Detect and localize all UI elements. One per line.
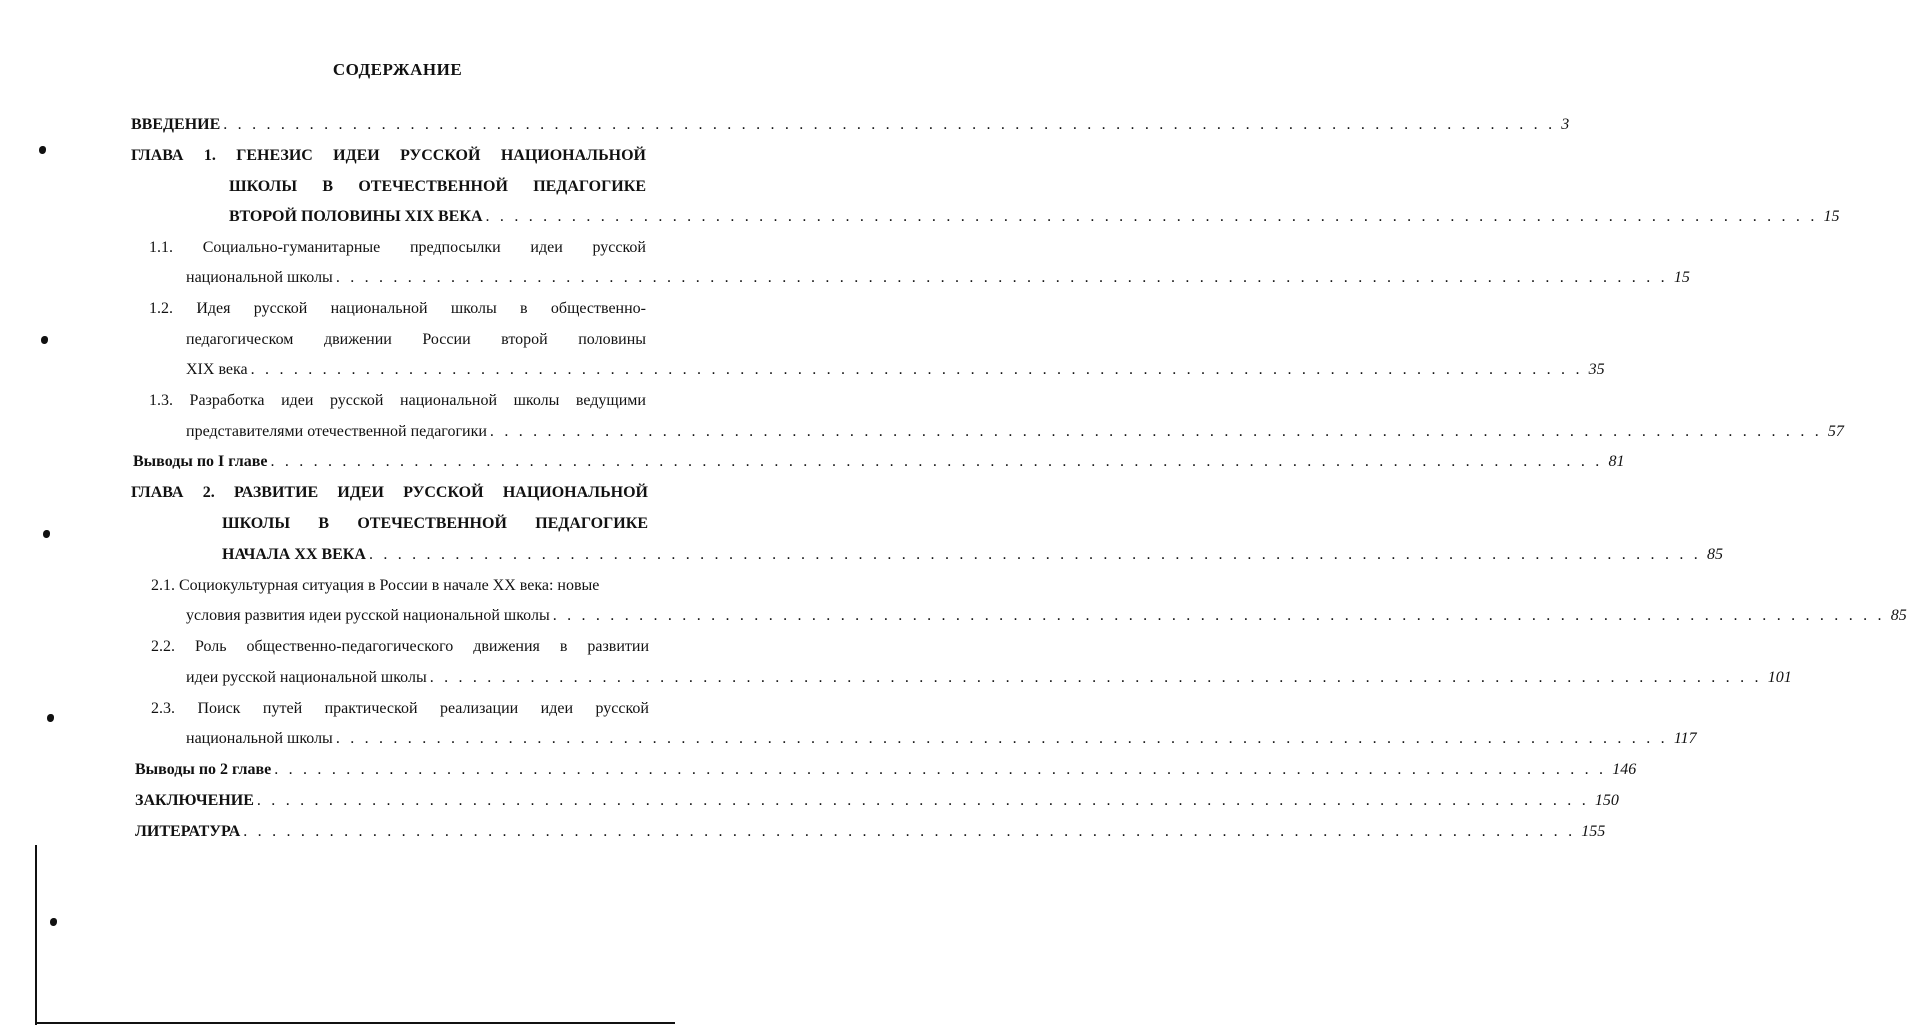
toc-entry-references[interactable]: [135, 820, 1606, 844]
toc-chapter-2-line-1[interactable]: [131, 481, 648, 505]
dot-leader: . . . . . . . . . . . . . . . . . . . . . . . . . . . . . . . . . . . . . . . . . . . . . . . . . . . . . . . . . . . . . . . . . . . . . . . . . . . . . . . . . . . . . . . . . . . . .: [368, 546, 1701, 563]
toc-section-1-1-line-2[interactable]: [186, 266, 1690, 290]
toc-entry-title: 2.2. Роль общественно-педагогического движения в развитии: [151, 638, 649, 655]
toc-section-1-2-line-2: [186, 328, 646, 352]
toc-entry-title: Выводы по I главе: [133, 453, 268, 470]
page-number: 101: [1767, 669, 1792, 686]
page-number: 85: [1706, 546, 1723, 563]
toc-entry-introduction[interactable]: [131, 113, 1570, 137]
toc-section-2-3-line-1[interactable]: [151, 697, 649, 721]
dot-leader: . . . . . . . . . . . . . . . . . . . . . . . . . . . . . . . . . . . . . . . . . . . . . . . . . . . . . . . . . . . . . . . . . . . . . . . . . . . . . . . . . . . . . . . . . . . . .: [250, 361, 1583, 378]
toc-entry-title-cont: педагогическом движении России второй половины: [186, 331, 646, 348]
toc-entry-title: ГЛАВА 2. РАЗВИТИЕ ИДЕИ РУССКОЙ НАЦИОНАЛЬНОЙ: [131, 484, 648, 501]
toc-section-1-2-line-3[interactable]: [186, 358, 1605, 382]
toc-section-2-1-line-1[interactable]: [151, 574, 651, 598]
scan-mark: [47, 714, 54, 722]
dot-leader: . . . . . . . . . . . . . . . . . . . . . . . . . . . . . . . . . . . . . . . . . . . . . . . . . . . . . . . . . . . . . . . . . . . . . . . . . . . . . . . . . . . . . . . . . . . . .: [256, 792, 1589, 809]
toc-entry-title: ЛИТЕРАТУРА: [135, 823, 241, 840]
dot-leader: . . . . . . . . . . . . . . . . . . . . . . . . . . . . . . . . . . . . . . . . . . . . . . . . . . . . . . . . . . . . . . . . . . . . . . . . . . . . . . . . . . . . . . . . . . . . .: [429, 669, 1762, 686]
page-number: 3: [1561, 116, 1570, 133]
page-number: 81: [1608, 453, 1625, 470]
dot-leader: . . . . . . . . . . . . . . . . . . . . . . . . . . . . . . . . . . . . . . . . . . . . . . . . . . . . . . . . . . . . . . . . . . . . . . . . . . . . . . . . . . . . . . . . . . . . .: [274, 761, 1607, 778]
page-number: 146: [1612, 761, 1637, 778]
toc-entry-title-cont: идеи русской национальной школы: [186, 669, 427, 686]
toc-section-2-2-line-1[interactable]: [151, 635, 649, 659]
page-number: 57: [1827, 423, 1844, 440]
page-number: 15: [1823, 208, 1840, 225]
toc-entry-title: 1.2. Идея русской национальной школы в общественно-: [149, 300, 646, 317]
toc-entry-title-cont: ВТОРОЙ ПОЛОВИНЫ XIX ВЕКА: [229, 208, 483, 225]
toc-entry-conclusions-2[interactable]: [135, 758, 1637, 782]
dot-leader: . . . . . . . . . . . . . . . . . . . . . . . . . . . . . . . . . . . . . . . . . . . . . . . . . . . . . . . . . . . . . . . . . . . . . . . . . . . . . . . . . . . . . . . . . . . . .: [335, 730, 1668, 747]
toc-section-2-3-line-2[interactable]: [186, 727, 1697, 751]
dot-leader: . . . . . . . . . . . . . . . . . . . . . . . . . . . . . . . . . . . . . . . . . . . . . . . . . . . . . . . . . . . . . . . . . . . . . . . . . . . . . . . . . . . . . . . . . . . . .: [270, 453, 1603, 470]
dot-leader: . . . . . . . . . . . . . . . . . . . . . . . . . . . . . . . . . . . . . . . . . . . . . . . . . . . . . . . . . . . . . . . . . . . . . . . . . . . . . . . . . . . . . . . . . . . . .: [335, 269, 1668, 286]
toc-entry-title-cont: национальной школы: [186, 730, 333, 747]
toc-entry-title: 1.3. Разработка идеи русской национальной школы ведущими: [149, 392, 646, 409]
toc-chapter-1-line-1[interactable]: [131, 144, 646, 168]
page-number: 15: [1673, 269, 1690, 286]
toc-section-1-1-line-1[interactable]: [149, 236, 646, 260]
toc-entry-title-cont: национальной школы: [186, 269, 333, 286]
toc-section-1-2-line-1[interactable]: [149, 297, 646, 321]
toc-chapter-1-line-3[interactable]: [229, 205, 1840, 229]
page-number: 155: [1581, 823, 1606, 840]
page-number: 150: [1594, 792, 1619, 809]
toc-entry-title: ЗАКЛЮЧЕНИЕ: [135, 792, 254, 809]
toc-section-1-3-line-2[interactable]: [186, 420, 1844, 444]
dot-leader: . . . . . . . . . . . . . . . . . . . . . . . . . . . . . . . . . . . . . . . . . . . . . . . . . . . . . . . . . . . . . . . . . . . . . . . . . . . . . . . . . . . . . . . . . . . . .: [489, 423, 1822, 440]
toc-section-2-2-line-2[interactable]: [186, 666, 1792, 690]
toc-entry-conclusions-1[interactable]: [133, 450, 1625, 474]
toc-entry-title-cont: XIX века: [186, 361, 248, 378]
toc-entry-title: Выводы по 2 главе: [135, 761, 272, 778]
toc-section-1-3-line-1[interactable]: [149, 389, 646, 413]
dot-leader: . . . . . . . . . . . . . . . . . . . . . . . . . . . . . . . . . . . . . . . . . . . . . . . . . . . . . . . . . . . . . . . . . . . . . . . . . . . . . . . . . . . . . . . . . . . . .: [223, 116, 1556, 133]
toc-entry-title: 2.3. Поиск путей практической реализации идеи русской: [151, 700, 649, 717]
page-number: 35: [1588, 361, 1605, 378]
toc-entry-title-cont: ШКОЛЫ В ОТЕЧЕСТВЕННОЙ ПЕДАГОГИКЕ: [222, 515, 648, 532]
toc-entry-title-cont: ШКОЛЫ В ОТЕЧЕСТВЕННОЙ ПЕДАГОГИКЕ: [229, 178, 646, 195]
scan-mark: [50, 918, 57, 926]
scan-mark: [39, 146, 46, 154]
toc-entry-title: 2.1. Социокультурная ситуация в России в начале XX века: новые: [151, 577, 600, 594]
dot-leader: . . . . . . . . . . . . . . . . . . . . . . . . . . . . . . . . . . . . . . . . . . . . . . . . . . . . . . . . . . . . . . . . . . . . . . . . . . . . . . . . . . . . . . . . . . . . .: [243, 823, 1576, 840]
page-edge-bottom: [35, 1022, 675, 1024]
dot-leader: . . . . . . . . . . . . . . . . . . . . . . . . . . . . . . . . . . . . . . . . . . . . . . . . . . . . . . . . . . . . . . . . . . . . . . . . . . . . . . . . . . . . . . . . . . . . .: [485, 208, 1818, 225]
scan-mark: [41, 336, 48, 344]
toc-entry-title: 1.1. Социально-гуманитарные предпосылки идеи русской: [149, 239, 646, 256]
page-edge-left: [35, 845, 37, 1025]
page-number: 85: [1890, 607, 1907, 624]
scan-mark: [43, 530, 50, 538]
page-number: 117: [1673, 730, 1697, 747]
toc-entry-title: ГЛАВА 1. ГЕНЕЗИС ИДЕИ РУССКОЙ НАЦИОНАЛЬНОЙ: [131, 147, 646, 164]
dot-leader: . . . . . . . . . . . . . . . . . . . . . . . . . . . . . . . . . . . . . . . . . . . . . . . . . . . . . . . . . . . . . . . . . . . . . . . . . . . . . . . . . . . . . . . . . . . . .: [552, 607, 1885, 624]
toc-entry-conclusion[interactable]: [135, 789, 1619, 813]
toc-chapter-2-line-3[interactable]: [222, 543, 1723, 567]
toc-entry-title-cont: представителями отечественной педагогики: [186, 423, 487, 440]
toc-entry-title: ВВЕДЕНИЕ: [131, 116, 221, 133]
toc-section-2-1-line-2[interactable]: [186, 604, 1907, 628]
toc-chapter-2-line-2: [222, 512, 648, 536]
page-title: СОДЕРЖАНИЕ: [332, 60, 463, 79]
toc-chapter-1-line-2: [229, 175, 646, 199]
toc-entry-title-cont: НАЧАЛА XX ВЕКА: [222, 546, 366, 563]
toc-entry-title-cont: условия развития идеи русской национальной школы: [186, 607, 550, 624]
